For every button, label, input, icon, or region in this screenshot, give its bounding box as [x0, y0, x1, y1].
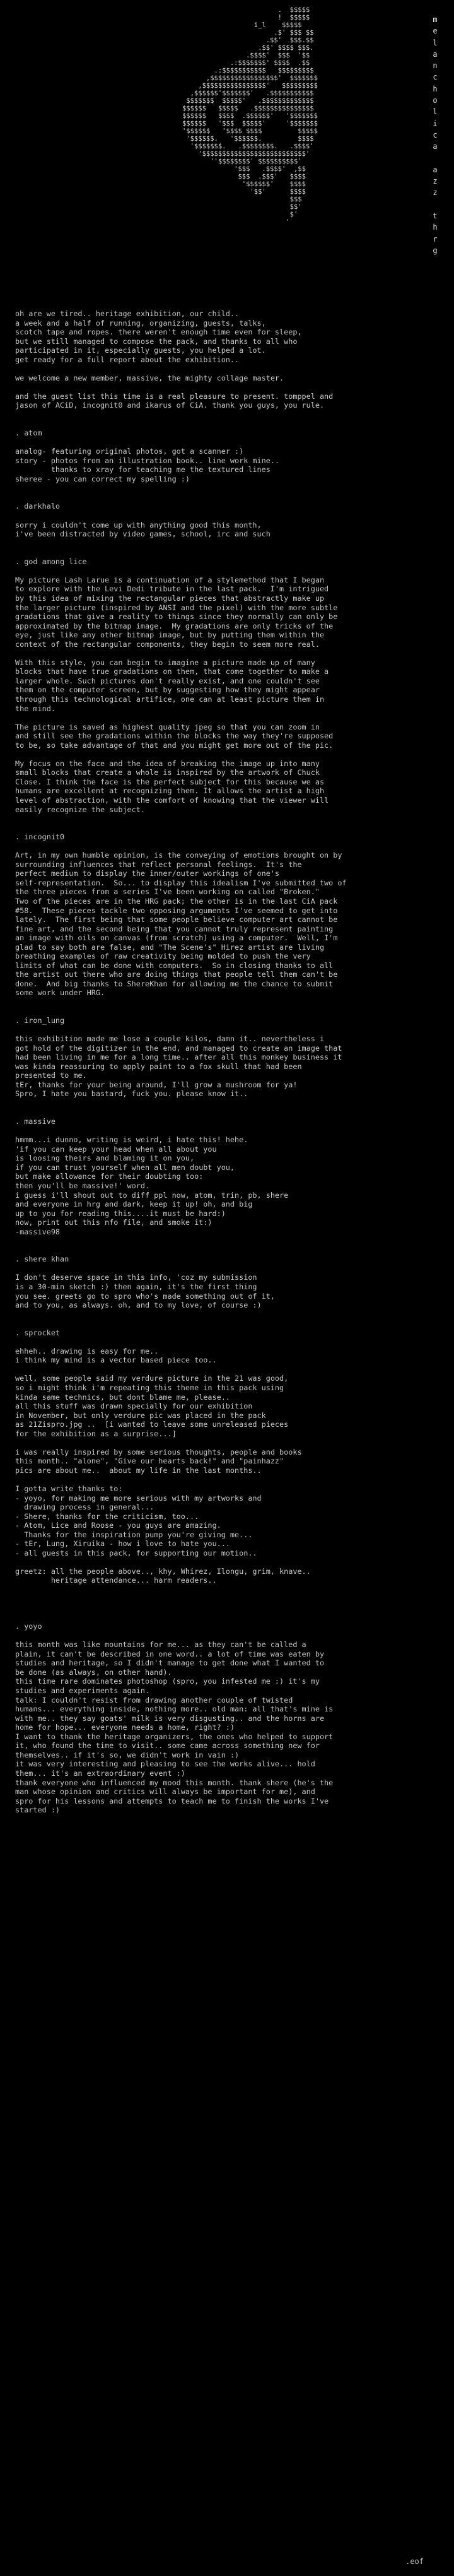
vertical-title-letter: z: [433, 177, 438, 186]
info-file-body: [15, 309, 444, 1815]
vertical-title: [431, 14, 439, 256]
vertical-title-letter: [431, 199, 439, 210]
eof-marker: .eof: [405, 2557, 424, 2566]
ascii-logo-art: . $$$$$ ! $$$$$ i_l $$$$$ .$' $$$ $$ .$$' $$$.$$ .$$' $$$$ $$$. .$$$$' $$$ '$$ .:$$$$$$$' $$$$ .$$ .:$$$$$$$$$$$ $$$$$$$$$ ,$$$$$$$$$$$$$$$$$' $$$$$$$ ,$$$$$$$$$$$$$$$$' $$$$$$$$$ ,$$$$$$'$$$$$$$' .$$$$$$$$$$$ $$$$$$$ $$$$$' .$$$$$$$$$$$$$ $$$$$$ $$$$$ .$$$$$$$$$$$$$$$ $$$$$$ $$$$ .$$$$$$' '$$$$$$$ $$$$$$ '$$$ $$$$$' '$$$$$$$ '$$$$$$ '$$$$ $$$$ $$$$$ '$$$$$$. '$$$$$$. $$$$ '$$$$$$$. .$$$$$$$$. .$$$$' '$$$$$$$$$$$$$$$$$$$$$$$$$$' ''$$$$$$$$' $$$$$$$$$$' '$$$ .$$$$' ,$$ $$$ .$$$' $$$$ '$$$$$$' $$$$ '$$' $$$$ $$$ $$' $' ': [182, 6, 318, 226]
vertical-title-letter: i: [433, 119, 438, 128]
vertical-title-letter: m: [433, 15, 438, 24]
vertical-title-letter: [431, 153, 439, 164]
vertical-title-letter: e: [433, 27, 438, 36]
header-logo: [0, 0, 454, 297]
vertical-title-letter: c: [433, 130, 438, 139]
vertical-title-letter: l: [433, 107, 438, 117]
vertical-title-letter: z: [433, 188, 438, 198]
vertical-title-letter: r: [433, 234, 438, 244]
vertical-title-letter: h: [433, 223, 438, 232]
vertical-title-letter: a: [433, 142, 438, 151]
vertical-title-letter: c: [433, 73, 438, 82]
vertical-title-letter: n: [433, 61, 438, 71]
vertical-title-letter: a: [433, 49, 438, 59]
vertical-title-letter: g: [433, 245, 438, 255]
vertical-title-letter: t: [433, 211, 438, 221]
vertical-title-letter: a: [433, 165, 438, 174]
vertical-title-letter: l: [433, 38, 438, 47]
vertical-title-letter: o: [433, 96, 438, 105]
info-text: oh are we tired.. heritage exhibition, our child.. a week and a half of running, organizing, guests, talks, scotch tape and ropes. there weren't enough time even for sleep, but we still managed to compose the pack, and thanks to all who participated in it, especially guests, you helped a lot. get ready for a full report about the exhibition.. we welcome a new member, massive, the mighty collage master. and the guest list this time is a real pleasure to present. tomppel and jason of ACiD, incognit0 and ikarus of CiA. thank you guys, you rule. . atom analog- featuring original photos, got a scanner :) story - photos from an illustration book.. line work mine.. thanks to xray for teaching me the textured lines sheree - you can correct my spelling :) . darkhalo sorry i couldn't come up with anything good this month, i've been distracted by video games, school, irc and such . god among lice My picture Lash Larue is a continuation of a stylemethod that I began to explore with the Levi Dedi tribute in the last pack. I'm intrigued by this idea of mixing the rectangular pieces that abstractly make up the larger picture (inspired by ANSI and the pixel) with the more subtle gradations that give a reality to things since they normally can only be approximated by the bitmap image. My gradations are only tricks of the eye, just like any other bitmap image, but by putting them within the context of the rectangular components, they begin to seem more real. With this style, you can begin to imagine a picture made up of many blocks that have true gradations on them, that come together to make a larger whole. Such pictures don't really exist, and one couldn't see them on the computer screen, but by suggesting how they might appear through this technological artifice, one can at least picture them in the mind. The picture is saved as highest quality jpeg so that you can zoom in and still see the gradations within the blocks the way they're supposed to be, so take advantage of that and you might get more out of the pic. My focus on the face and the idea of breaking the image up into many small blocks that create a whole is inspired by the artwork of Chuck Close. I think the face is the perfect subject for this because we as humans are excellent at recognizing them. It allows the artist a high level of abstraction, with the comfort of knowing that the viewer will easily recognize the subject. . incognit0 Art, in my own humble opinion, is the conveying of emotions brought on by surrounding influences that reflect personal feelings. It's the perfect medium to display the inner/outer workings of one's self-representation. So... to display this idealism I've submitted two of the three pieces from a series I've been working on called "Broken." Two of the pieces are in the HRG pack; the other is in the last CiA pack #58. These pieces tackle two opposing arguments I've seemed to get into lately. The first being that some people believe computer art cannot be fine art, and the second being that you cannot truly represent painting an image with oils on canvas (from scratch) using a computer. Well, I'm glad to say both are false, and "The Scene's" Hirez artist are living breathing examples of raw creativity being molded to push the very limits of what can be done with computers. So in closing thanks to all the artist out there who are doing things that people tell them can't be done. And big thanks to ShereKhan for allowing me the chance to submit some work under HRG. . iron_lung this exhibition made me lose a couple kilos, damn it.. nevertheless i got hold of the digitizer in the end, and managed to create an image that had been living in me for a long time.. after all this monkey business it was kinda reassuring to apply paint to a fox skull that had been presented to me. tEr, thanks for your being around, I'll grow a mushroom for ya! Spro, I hate you bastard, fuck you. please know it.. . massive hmmm...i dunno, writing is weird, i hate this! hehe. 'if you can keep your head when all about you is loosing theirs and blaming it on you, if you can trust yourself when all men doubt you, but make allowance for their doubting too: then you'll be massive!' word. i guess i'll shout out to diff ppl now, atom, trin, pb, shere and everyone in hrg and dark, keep it up! oh, and big up to you for reading this....it must be hard:) now, print out this nfo file, and smoke it:) -massive98 . shere khan I don't deserve space in this info, 'coz my submission is a 30-min sketch :) then again, it's the first thing you see. greets go to spro who's made something out of it, and to you, as always. oh, and to my love, of course :) . sprocket ehheh.. drawing is easy for me.. i think my mind is a vector based piece too.. well, some people said my verdure picture in the 21 was good, so i might think i'm repeating this theme in this pack using kinda same technics, but dont blame me, please.. all this stuff was drawn specially for our exhibition in November, but only verdure pic was placed in the pack as 21Zispro.jpg .. [i wanted to leave some unreleased pieces for the exhibition as a surprise...] i was really inspired by some serious thoughts, people and books this month.. "alone", "Give our hearts back!" and "painhazz" pics are about me.. about my life in the last months.. I gotta write thanks to: - yoyo, for making me more serious with my artworks and drawing process in general... - Shere, thanks for the criticism, too... - Atom, Lice and Roose - you guys are amazing. Thanks for the inspiration pump you're giving me... - tEr, Lung, Xiruika - how i love to hate you... - all guests in this pack, for supporting our motion.. greetz: all the people above.., khy, Whirez, Ilongu, grim, knave.. heritage attendance... harm readers.. . yoyo this month was like mountains for me... as they can't be called a plain, it can't be described in one word.. a lot of time was eaten by studies and heritage, so I didn't manage to get done what I wanted to be done (as always, on other hand). this time rare dominates photoshop (spro, you infested me :) it's my studies and experiments again. talk: I couldn't resist from drawing another couple of twisted humans... everything inside, nothing more.. old man: all that's mine is with me.. they say goats' milk is very disgusting.. and the horns are home for hope... everyone needs a home, right? :) I want to thank the heritage organizers, the ones who helped to support it, who found the time to visit.. some came across something new for themselves.. if it's so, we didn't work in vain :) it was very interesting and pleasing to see the works alive... hold them... it's an extraordinary event :) thank everyone who influenced my mood this month. thank shere (he's the man whose opinion and critics will always be important for me), and spro for his lessons and attempts to teach me to finish the works I've started :): [15, 309, 347, 1815]
vertical-title-letter: h: [433, 84, 438, 93]
